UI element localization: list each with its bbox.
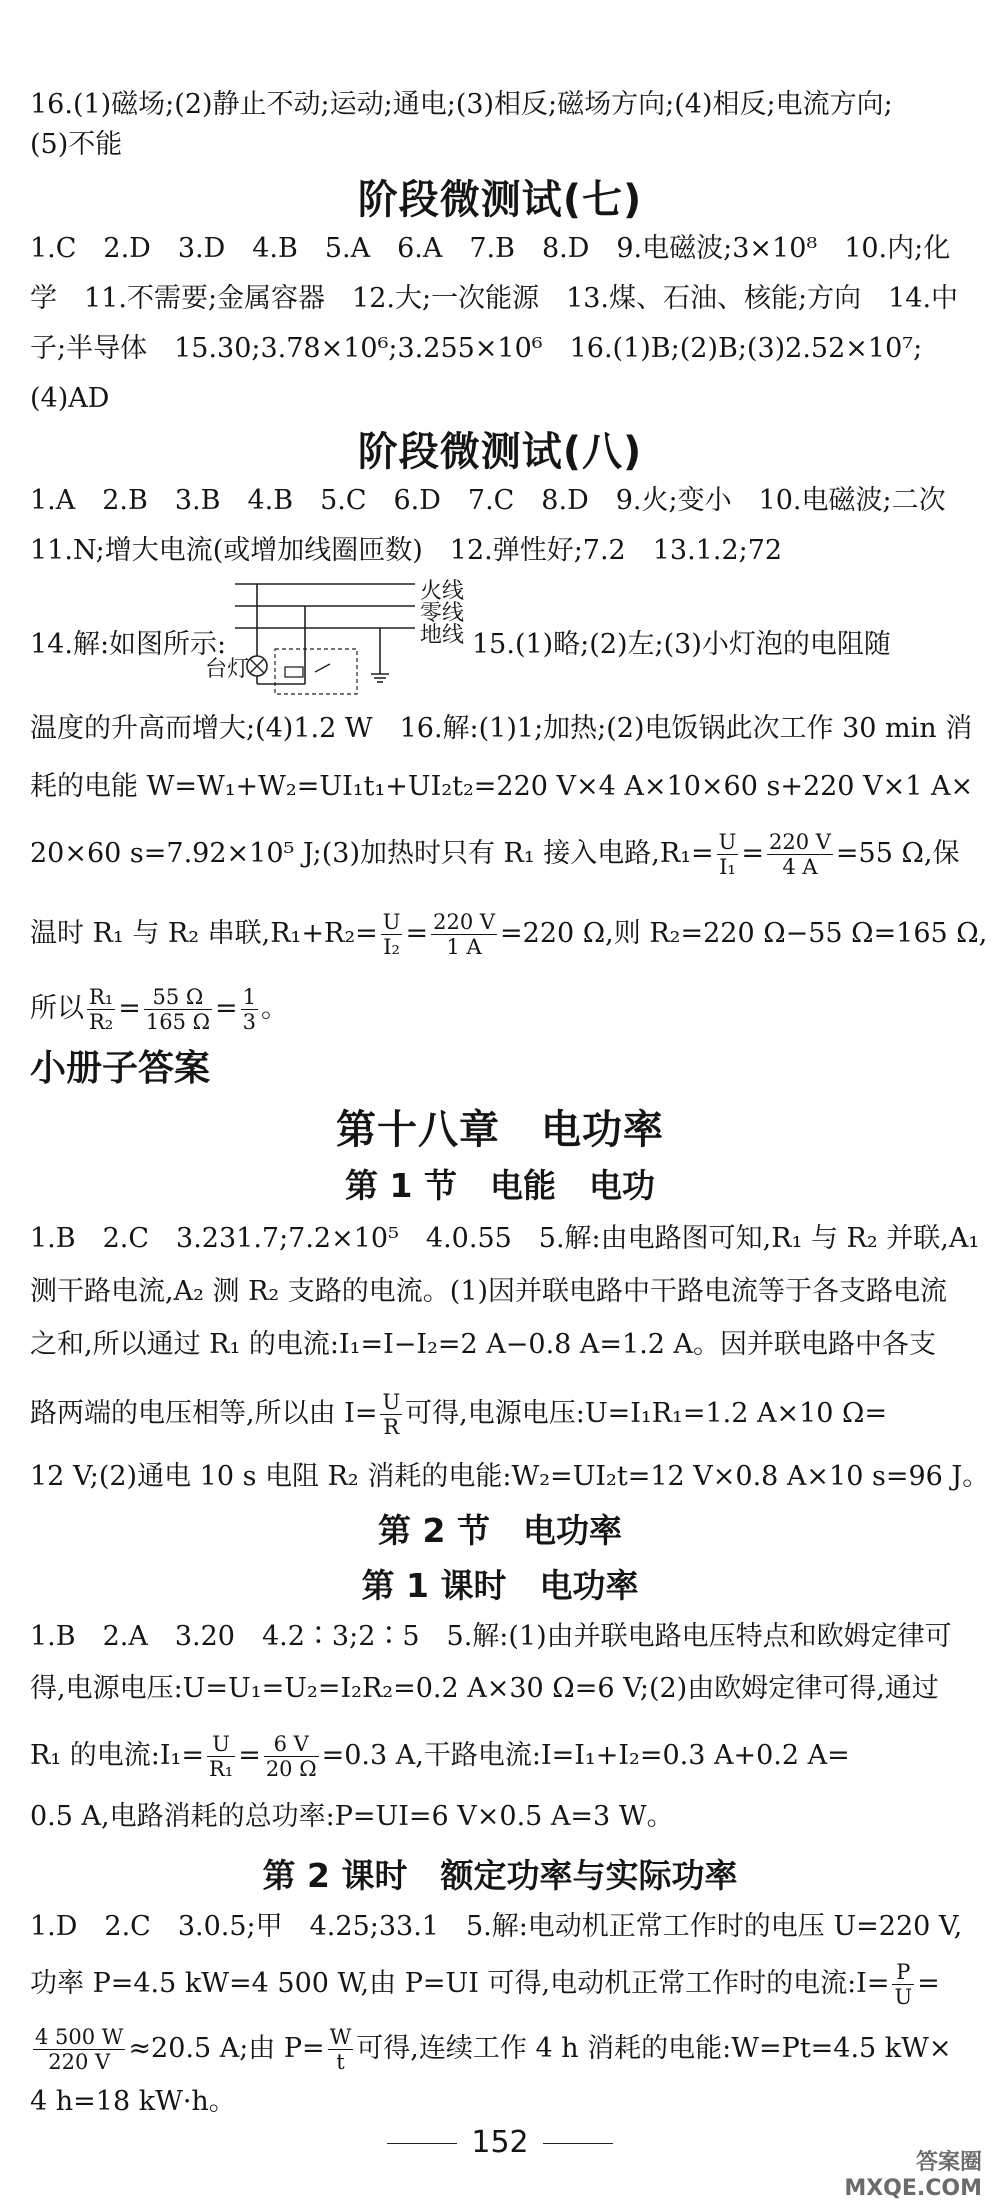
answer-line: R₁ 的电流:I₁= $\frac{U}{\text{R₁}}$ = $\frac{6 V}{20 \Omega}$ =0.3 A,干路电流:I=I₁+I₂=0.3 A+0.2 A= [30, 1732, 850, 1781]
answer-line: 1.A 2.B 3.B 4.B 5.C 6.D 7.C 8.D 9.火;变小 10.电磁波;二次 [30, 485, 946, 516]
answer-line: 得,电源电压:U=U₁=U₂=I₂R₂=0.2 A×30 Ω=6 V;(2)由欧姆定律可得,通过 [30, 1673, 939, 1704]
fraction: $\frac{P}{U}$ [894, 1960, 913, 2009]
fraction: $\frac{\text{R₁}}{\text{R₂}}$ [89, 985, 114, 1034]
heading-stage8: 阶段微测试(八) [357, 429, 643, 475]
section-title: 第 1 节 电能 电功 [345, 1166, 655, 1205]
fraction: $\frac{W}{t}$ [329, 2025, 352, 2074]
fraction: $\frac{220 V}{4 A}$ [768, 830, 831, 879]
answer-line: 1.B 2.C 3.231.7;7.2×10⁵ 4.0.55 5.解:由电路图可知,R₁ 与 R₂ 并联,A₁ [30, 1223, 980, 1254]
fraction: $\frac{U}{\text{R₁}}$ [208, 1732, 234, 1781]
answer-line: 路两端的电压相等,所以由 I= $\frac{U}{R}$ 可得,电源电压:U=I₁R₁=1.2 A×10 Ω= [30, 1390, 888, 1439]
answer-line: 子;半导体 15.30;3.78×10⁶;3.255×10⁶ 16.(1)B;(2)B;(3)2.52×10⁷; [30, 333, 923, 364]
answer-line: (5)不能 [30, 129, 123, 160]
answer-line: 学 11.不需要;金属容器 12.大;一次能源 13.煤、石油、核能;方向 14.中 [30, 283, 959, 314]
fraction: $\frac{55 \Omega}{165 \Omega}$ [145, 985, 211, 1034]
answer-line: $\frac{4 500 W}{220 V}$ ≈20.5 A;由 P= $\frac{W}{t}$ 可得,连续工作 4 h 消耗的电能:W=Pt=4.5 kW× [35, 2025, 952, 2074]
answer-line: 功率 P=4.5 kW=4 500 W,由 P=UI 可得,电动机正常工作时的电流:I= $\frac{P}{U}$ = [30, 1960, 940, 2009]
label-desk-lamp: 台灯 [205, 657, 250, 682]
fraction: $\frac{4 500 W}{220 V}$ [35, 2025, 124, 2074]
answer-line: 所以 $\frac{\text{R₁}}{\text{R₂}}$ = $\frac{55 \Omega}{165 \Omega}$ = $\frac{1}{3}$ 。 [30, 985, 289, 1034]
section-title: 第 2 节 电功率 [378, 1511, 622, 1550]
answer-line: 14.解:如图所示: [30, 629, 227, 660]
answer-line: 16.(1)磁场;(2)静止不动;运动;通电;(3)相反;磁场方向;(4)相反;电流方向; [30, 89, 893, 120]
page-number: 152 [0, 2125, 1000, 2160]
fraction: $\frac{6 V}{20 \Omega}$ [265, 1732, 317, 1781]
heading-stage7: 阶段微测试(七) [357, 177, 643, 223]
answer-line: 20×60 s=7.92×10⁵ J;(3)加热时只有 R₁ 接入电路,R₁= $\frac{U}{\text{I₁}}$ = $\frac{220 V}{4 A}$ =55 Ω,保 [30, 830, 960, 879]
label-ground-wire: 地线 [420, 623, 465, 648]
answer-line: 15.(1)略;(2)左;(3)小灯泡的电阻随 [472, 629, 891, 660]
answer-line: 1.C 2.D 3.D 4.B 5.A 6.A 7.B 8.D 9.电磁波;3×10⁸ 10.内;化 [30, 233, 951, 264]
label-fire-wire: 火线 [420, 579, 465, 604]
answer-line: 测干路电流,A₂ 测 R₂ 支路的电流。(1)因并联电路中干路电流等于各支路电流 [30, 1276, 948, 1307]
answer-line: 耗的电能 W=W₁+W₂=UI₁t₁+UI₂t₂=220 V×4 A×10×60 s+220 V×1 A× [30, 771, 974, 802]
answer-line: 1.D 2.C 3.0.5;甲 4.25;33.1 5.解:电动机正常工作时的电压 U=220 V, [30, 1911, 963, 1942]
answer-line: 温时 R₁ 与 R₂ 串联,R₁+R₂= $\frac{U}{\text{I₂}}$ = $\frac{220 V}{1 A}$ =220 Ω,则 R₂=220 Ω−55 Ω=165 Ω, [30, 910, 988, 959]
label-neutral-wire: 零线 [420, 601, 465, 626]
fraction: $\frac{1}{3}$ [242, 985, 257, 1034]
answer-line: 温度的升高而增大;(4)1.2 W 16.解:(1)1;加热;(2)电饭锅此次工作 30 min 消 [30, 713, 973, 744]
answer-line: 之和,所以通过 R₁ 的电流:I₁=I−I₂=2 A−0.8 A=1.2 A。因并联电路中各支 [30, 1329, 937, 1360]
chapter-title: 第十八章 电功率 [336, 1107, 664, 1153]
answer-line: 1.B 2.A 3.20 4.2∶3;2∶5 5.解:(1)由并联电路电压特点和欧姆定律可 [30, 1621, 952, 1652]
lesson-title: 第 2 课时 额定功率与实际功率 [262, 1856, 738, 1895]
lesson-title: 第 1 课时 电功率 [361, 1566, 639, 1605]
fraction: $\frac{220 V}{1 A}$ [433, 910, 496, 959]
fraction: $\frac{U}{\text{I₂}}$ [382, 910, 401, 959]
answer-line: (4)AD [30, 383, 110, 414]
answer-line: 4 h=18 kW·h。 [30, 2086, 236, 2117]
answer-line: 11.N;增大电流(或增加线圈匝数) 12.弹性好;7.2 13.1.2;72 [30, 535, 783, 566]
answer-line: 12 V;(2)通电 10 s 电阻 R₂ 消耗的电能:W₂=UI₂t=12 V×0.8 A×10 s=96 J。 [30, 1461, 990, 1492]
answer-line: 0.5 A,电路消耗的总功率:P=UI=6 V×0.5 A=3 W。 [30, 1801, 674, 1832]
watermark: 答案圈 MXQE.COM [844, 2150, 982, 2201]
fraction: $\frac{U}{R}$ [382, 1390, 401, 1439]
fraction: $\frac{U}{\text{I₁}}$ [718, 830, 737, 879]
section-booklet-answers: 小册子答案 [30, 1048, 211, 1089]
